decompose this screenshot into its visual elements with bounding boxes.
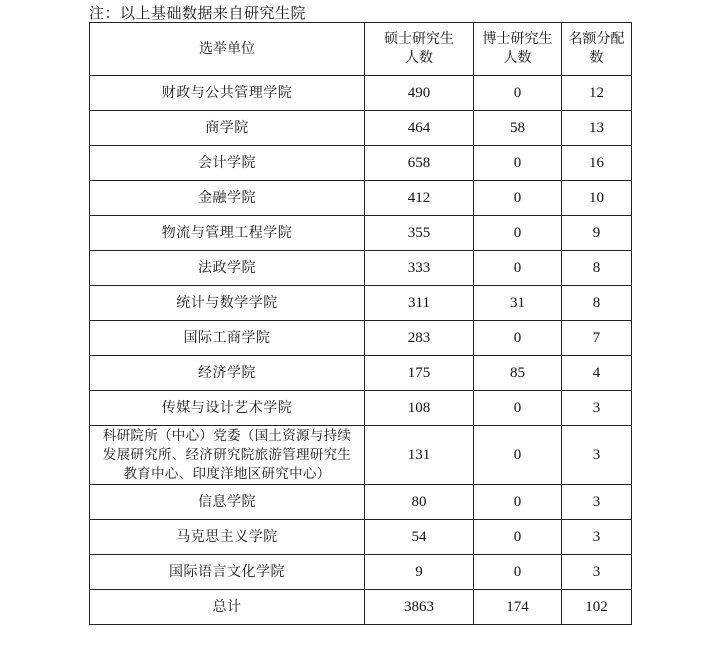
cell-quota: 7 <box>562 321 632 356</box>
cell-quota: 13 <box>562 111 632 146</box>
table-row <box>90 146 632 181</box>
table-row <box>90 286 632 321</box>
cell-masters: 108 <box>365 391 474 426</box>
cell-quota: 3 <box>562 391 632 426</box>
cell-doctoral: 0 <box>474 321 562 356</box>
cell-total-doctoral: 174 <box>474 590 562 625</box>
table-row <box>90 426 632 485</box>
cell-masters: 333 <box>365 251 474 286</box>
header-doctoral: 博士研究生人数 <box>474 23 562 76</box>
cell-total-quota: 102 <box>562 590 632 625</box>
cell-unit: 信息学院 <box>90 485 365 520</box>
table-row <box>90 321 632 356</box>
cell-doctoral: 31 <box>474 286 562 321</box>
cell-masters: 658 <box>365 146 474 181</box>
cell-doctoral: 58 <box>474 111 562 146</box>
table-row <box>90 76 632 111</box>
cell-unit: 国际语言文化学院 <box>90 555 365 590</box>
table-header-row <box>90 23 632 76</box>
cell-doctoral: 85 <box>474 356 562 391</box>
cell-doctoral: 0 <box>474 391 562 426</box>
cell-quota: 8 <box>562 286 632 321</box>
table-row <box>90 520 632 555</box>
cell-doctoral: 0 <box>474 520 562 555</box>
cell-doctoral: 0 <box>474 555 562 590</box>
table-row <box>90 391 632 426</box>
source-note: 注：以上基础数据来自研究生院 <box>89 4 307 22</box>
cell-masters: 412 <box>365 181 474 216</box>
header-quota: 名额分配数 <box>562 23 632 76</box>
cell-unit: 统计与数学学院 <box>90 286 365 321</box>
cell-doctoral: 0 <box>474 216 562 251</box>
cell-unit: 金融学院 <box>90 181 365 216</box>
table-row <box>90 216 632 251</box>
cell-quota: 9 <box>562 216 632 251</box>
quota-allocation-table <box>89 22 632 625</box>
cell-masters: 54 <box>365 520 474 555</box>
cell-unit: 经济学院 <box>90 356 365 391</box>
cell-masters: 175 <box>365 356 474 391</box>
cell-unit: 科研院所（中心）党委（国土资源与持续发展研究所、经济研究院旅游管理研究生教育中心、印度洋地区研究中心） <box>90 426 365 485</box>
cell-unit: 法政学院 <box>90 251 365 286</box>
cell-quota: 12 <box>562 76 632 111</box>
cell-doctoral: 0 <box>474 181 562 216</box>
table-row <box>90 356 632 391</box>
cell-doctoral: 0 <box>474 146 562 181</box>
cell-quota: 4 <box>562 356 632 391</box>
cell-masters: 131 <box>365 426 474 485</box>
cell-doctoral: 0 <box>474 426 562 485</box>
cell-unit: 物流与管理工程学院 <box>90 216 365 251</box>
cell-masters: 80 <box>365 485 474 520</box>
cell-masters: 9 <box>365 555 474 590</box>
cell-masters: 355 <box>365 216 474 251</box>
table-row <box>90 181 632 216</box>
cell-unit: 马克思主义学院 <box>90 520 365 555</box>
cell-quota: 8 <box>562 251 632 286</box>
cell-masters: 490 <box>365 76 474 111</box>
table-row <box>90 555 632 590</box>
cell-masters: 311 <box>365 286 474 321</box>
header-masters: 硕士研究生人数 <box>365 23 474 76</box>
cell-quota: 3 <box>562 426 632 485</box>
cell-total-masters: 3863 <box>365 590 474 625</box>
table-row <box>90 251 632 286</box>
cell-quota: 3 <box>562 555 632 590</box>
cell-quota: 16 <box>562 146 632 181</box>
header-unit: 选举单位 <box>90 23 365 76</box>
table-row <box>90 485 632 520</box>
cell-quota: 10 <box>562 181 632 216</box>
cell-unit: 商学院 <box>90 111 365 146</box>
cell-unit: 传媒与设计艺术学院 <box>90 391 365 426</box>
cell-masters: 464 <box>365 111 474 146</box>
cell-total-label: 总计 <box>90 590 365 625</box>
cell-unit: 会计学院 <box>90 146 365 181</box>
cell-doctoral: 0 <box>474 485 562 520</box>
cell-doctoral: 0 <box>474 76 562 111</box>
cell-unit: 财政与公共管理学院 <box>90 76 365 111</box>
table-row <box>90 111 632 146</box>
cell-quota: 3 <box>562 485 632 520</box>
cell-masters: 283 <box>365 321 474 356</box>
total-row <box>90 590 632 625</box>
cell-doctoral: 0 <box>474 251 562 286</box>
cell-quota: 3 <box>562 520 632 555</box>
cell-unit: 国际工商学院 <box>90 321 365 356</box>
